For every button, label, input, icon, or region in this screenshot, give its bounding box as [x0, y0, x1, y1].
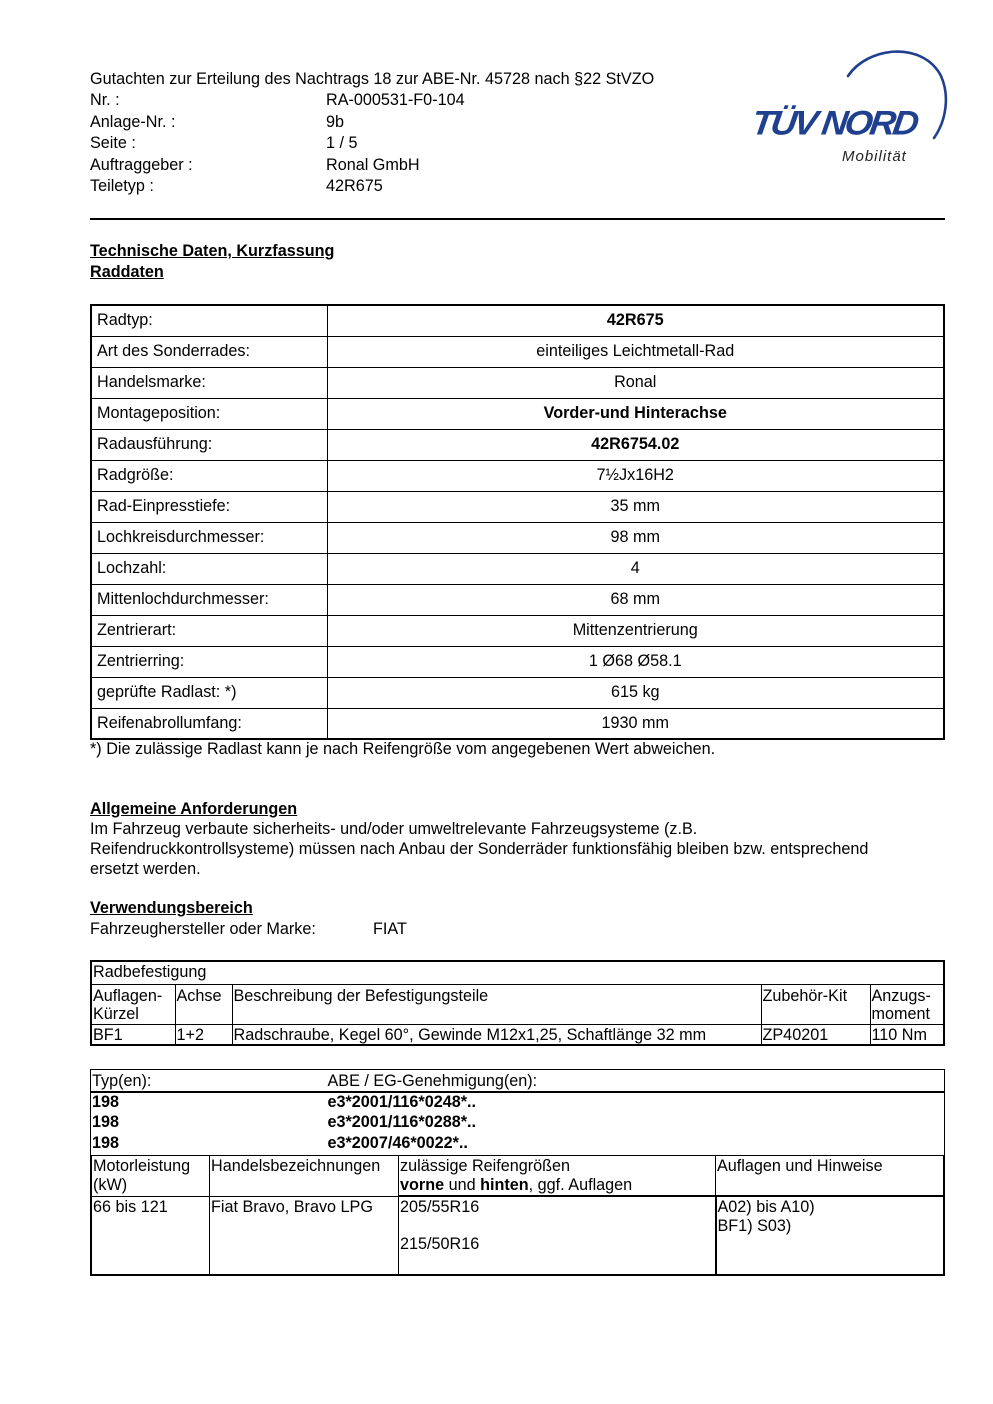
- raddaten-value: 42R675: [327, 305, 944, 336]
- field-value: 9b: [326, 112, 345, 131]
- table-row: [91, 305, 944, 336]
- header-text: und: [444, 1176, 481, 1194]
- raddaten-label: Art des Sonderrades:: [91, 336, 327, 367]
- table-row: [91, 553, 944, 584]
- cell-kuerzel: BF1: [91, 1024, 175, 1045]
- section-heading-raddaten: Raddaten: [90, 263, 164, 281]
- raddaten-label: Handelsmarke:: [91, 367, 327, 398]
- col-header-kuerzel: [91, 984, 175, 1024]
- raddaten-label: geprüfte Radlast: *): [91, 677, 327, 708]
- raddaten-value: 35 mm: [327, 491, 944, 522]
- field-label: Auftraggeber :: [90, 155, 193, 174]
- table-row: [91, 615, 944, 646]
- header-line: moment: [871, 1004, 930, 1023]
- cell-beschreibung: Radschraube, Kegel 60°, Gewinde M12x1,25, Schaftlänge 32 mm: [232, 1024, 761, 1045]
- field-label: Seite :: [90, 134, 136, 152]
- table-row: [91, 1024, 944, 1045]
- col-header-zubehoer-kit: Zubehör-Kit: [761, 984, 870, 1024]
- raddaten-label: Zentrierring:: [91, 646, 327, 677]
- document-title: Gutachten zur Erteilung des Nachtrags 18 zur ABE-Nr. 45728 nach §22 StVZO: [90, 70, 655, 88]
- field-label: Nr. :: [90, 91, 120, 109]
- header-field-anlage: [90, 112, 750, 134]
- typ-cell: 198: [92, 1134, 120, 1152]
- cell-motorleistung: 66 bis 121: [92, 1196, 210, 1274]
- table-row: [91, 336, 944, 367]
- table-row: [91, 398, 944, 429]
- raddaten-value: 1930 mm: [327, 708, 944, 739]
- header-bold-hinten: hinten: [480, 1176, 529, 1194]
- field-value: 42R675: [326, 177, 383, 195]
- field-label: Anlage-Nr. :: [90, 112, 176, 131]
- raddaten-label: Radtyp:: [91, 305, 327, 336]
- raddaten-value: Ronal: [327, 367, 944, 398]
- raddaten-label: Radgröße:: [91, 460, 327, 491]
- header-line: (kW): [93, 1176, 128, 1194]
- header-line: Auflagen-: [93, 986, 163, 1005]
- maker-value: FIAT: [373, 920, 407, 938]
- section-heading-technische-daten: Technische Daten, Kurzfassung: [90, 242, 335, 260]
- col-header-achse: Achse: [175, 984, 232, 1024]
- logo-wordmark: TÜV NORD: [749, 103, 919, 142]
- table-row: [91, 522, 944, 553]
- header-line: Motorleistung: [93, 1157, 191, 1175]
- table-row: [91, 367, 944, 398]
- radbefestigung-title: Radbefestigung: [91, 961, 944, 984]
- logo-subtitle: Mobilität: [842, 148, 907, 165]
- abe-header: ABE / EG-Genehmigung(en):: [327, 1070, 945, 1093]
- header-line: Anzugs-: [871, 986, 931, 1005]
- table-row: [91, 646, 944, 677]
- raddaten-label: Lochkreisdurchmesser:: [91, 522, 327, 553]
- col-header-beschreibung: Beschreibung der Befestigungsteile: [232, 984, 761, 1024]
- document-header: [90, 69, 750, 198]
- maker-label: Fahrzeughersteller oder Marke:: [90, 920, 316, 938]
- col-header-auflagen-hinweise: Auflagen und Hinweise: [716, 1156, 944, 1197]
- field-value: Ronal GmbH: [326, 155, 420, 174]
- hinweis-line: BF1) S03): [717, 1217, 792, 1235]
- hinweis-line: A02) bis A10): [717, 1198, 815, 1216]
- raddaten-label: Zentrierart:: [91, 615, 327, 646]
- col-header-motorleistung: [92, 1156, 210, 1197]
- typ-cell: 198: [92, 1113, 120, 1131]
- fahrzeughersteller-line: [90, 919, 407, 939]
- raddaten-label: Montageposition:: [91, 398, 327, 429]
- raddaten-label: Radausführung:: [91, 429, 327, 460]
- raddaten-label: Rad-Einpresstiefe:: [91, 491, 327, 522]
- table-row: [91, 677, 944, 708]
- radbefestigung-table: [90, 960, 945, 1046]
- raddaten-value: 42R6754.02: [327, 429, 944, 460]
- table-row: [91, 1113, 945, 1134]
- typ-header: Typ(en):: [91, 1070, 327, 1093]
- table-row: [91, 460, 944, 491]
- header-field-nr: [90, 90, 750, 112]
- field-value: RA-000531-F0-104: [326, 91, 465, 109]
- raddaten-label: Lochzahl:: [91, 553, 327, 584]
- section-heading-verwendungsbereich: Verwendungsbereich: [90, 899, 253, 917]
- cell-moment: 110 Nm: [870, 1024, 944, 1045]
- raddaten-label: Mittenlochdurchmesser:: [91, 584, 327, 615]
- header-text: , ggf. Auflagen: [528, 1176, 633, 1194]
- col-header-handelsbezeichnungen: Handelsbezeichnungen: [210, 1156, 399, 1197]
- fahrzeug-details-table: [91, 1155, 944, 1275]
- table-row: [91, 1134, 945, 1155]
- cell-handelsbezeichnung: Fiat Bravo, Bravo LPG: [210, 1196, 399, 1274]
- header-field-auftraggeber: [90, 155, 750, 177]
- cell-reifengroessen: [399, 1196, 716, 1274]
- header-field-teiletyp: [90, 176, 750, 198]
- col-header-reifengroessen: [399, 1156, 716, 1197]
- raddaten-value: 1 Ø68 Ø58.1: [327, 646, 944, 677]
- header-line: Kürzel: [93, 1004, 139, 1023]
- raddaten-table: [90, 304, 945, 740]
- typen-table: [90, 1069, 945, 1276]
- header-divider: [90, 218, 945, 220]
- table-row: [91, 429, 944, 460]
- abe-cell: e3*2007/46*0022*..: [327, 1134, 468, 1152]
- raddaten-value: 615 kg: [327, 677, 944, 708]
- raddaten-value: 7½Jx16H2: [327, 460, 944, 491]
- typ-cell: 198: [92, 1093, 120, 1111]
- table-row: [91, 491, 944, 522]
- abe-cell: e3*2001/116*0288*..: [327, 1113, 477, 1131]
- raddaten-value: 68 mm: [327, 584, 944, 615]
- abe-cell: e3*2001/116*0248*..: [327, 1093, 477, 1111]
- tire-size: 205/55R16: [400, 1198, 480, 1216]
- cell-achse: 1+2: [175, 1024, 232, 1045]
- field-value: 1 / 5: [326, 134, 358, 152]
- header-bold-vorne: vorne: [400, 1176, 445, 1194]
- cell-auflagen-hinweise: [716, 1196, 944, 1274]
- radlast-footnote: *) Die zulässige Radlast kann je nach Reifengröße vom angegebenen Wert abweichen.: [90, 740, 716, 758]
- cell-kit: ZP40201: [761, 1024, 870, 1045]
- raddaten-label: Reifenabrollumfang:: [91, 708, 327, 739]
- raddaten-value: 4: [327, 553, 944, 584]
- table-row: [91, 708, 944, 739]
- raddaten-value: einteiliges Leichtmetall-Rad: [327, 336, 944, 367]
- raddaten-value: Mittenzentrierung: [327, 615, 944, 646]
- field-label: Teiletyp :: [90, 177, 154, 195]
- header-line: zulässige Reifengrößen: [400, 1157, 571, 1175]
- header-field-seite: [90, 133, 750, 155]
- table-row: [91, 584, 944, 615]
- raddaten-value: Vorder-und Hinterachse: [327, 398, 944, 429]
- section-heading-allgemeine-anforderungen: Allgemeine Anforderungen: [90, 800, 298, 818]
- tire-size: 215/50R16: [400, 1235, 480, 1253]
- col-header-anzugsmoment: [870, 984, 944, 1024]
- table-row: [91, 1092, 945, 1113]
- table-row: [92, 1196, 944, 1274]
- raddaten-value: 98 mm: [327, 522, 944, 553]
- tuev-nord-logo: [748, 46, 948, 170]
- allgemeine-anforderungen-text: Im Fahrzeug verbaute sicherheits- und/oder umweltrelevante Fahrzeugsysteme (z.B. Reifendruckkontrollsysteme) müssen nach Anbau der Sonderräder funktionsfähig bleiben bzw. entsprechend ersetzt werden.: [90, 820, 869, 878]
